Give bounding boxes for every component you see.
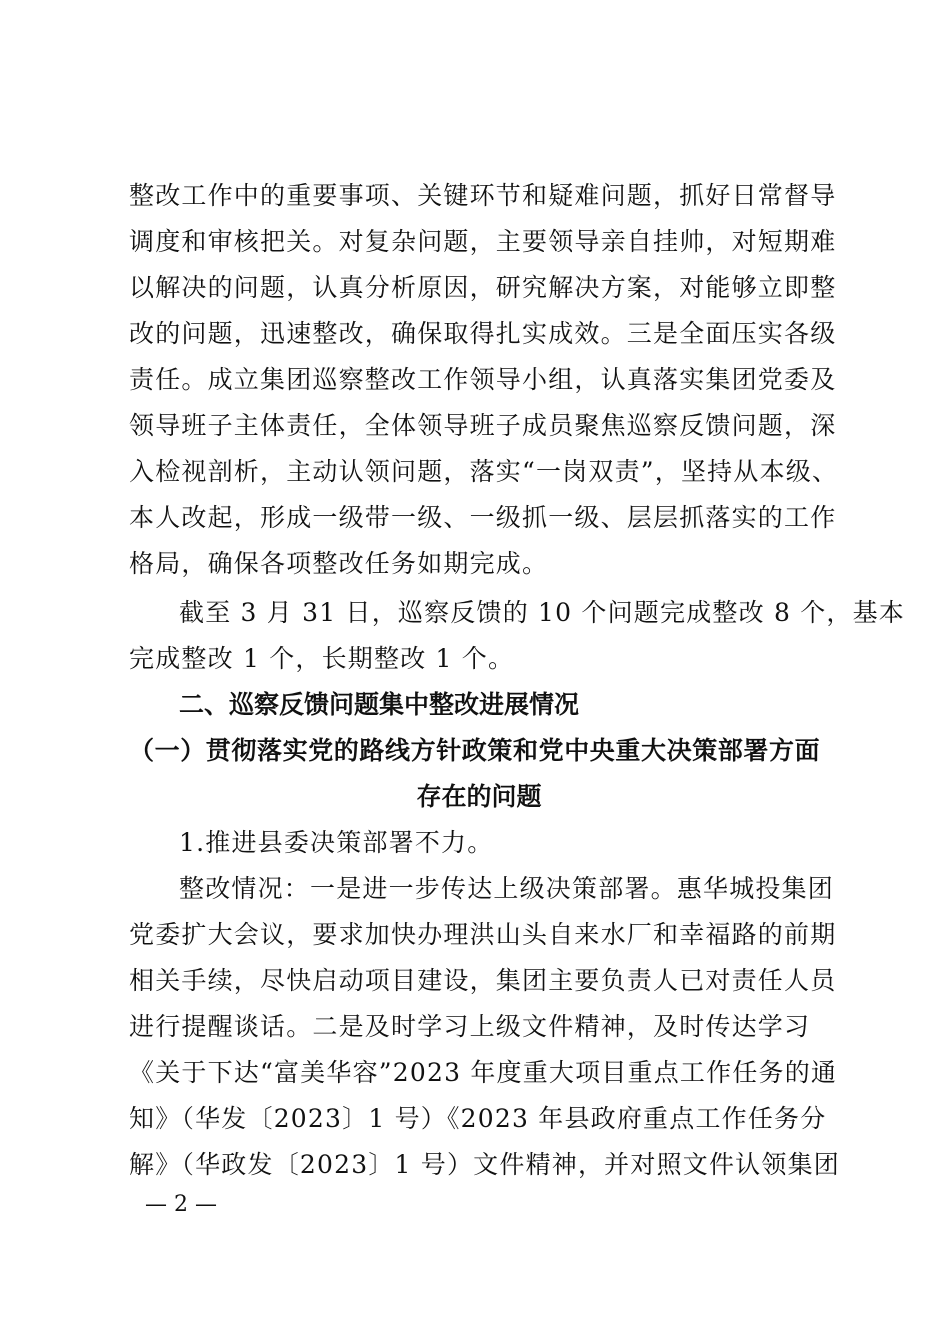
paragraph-line: 完成整改 1 个，长期整改 1 个。 bbox=[129, 644, 515, 673]
paragraph-line: 进行提醒谈话。二是及时学习上级文件精神，及时传达学习 bbox=[129, 1012, 811, 1041]
paragraph-line: 以解决的问题，认真分析原因，研究解决方案，对能够立即整 bbox=[129, 273, 837, 302]
paragraph-line: 解》（华政发〔2023〕1 号）文件精神，并对照文件认领集团 bbox=[129, 1150, 840, 1179]
paragraph-line: 党委扩大会议，要求加快办理洪山头自来水厂和幸福路的前期 bbox=[129, 920, 837, 949]
paragraph-line: 截至 3 月 31 日，巡察反馈的 10 个问题完成整改 8 个，基本 bbox=[179, 598, 906, 627]
paragraph-line: 整改情况：一是进一步传达上级决策部署。惠华城投集团 bbox=[179, 874, 835, 903]
paragraph-line: 责任。成立集团巡察整改工作领导小组，认真落实集团党委及 bbox=[129, 365, 837, 394]
paragraph-line: 领导班子主体责任，全体领导班子成员聚焦巡察反馈问题，深 bbox=[129, 411, 837, 440]
paragraph-line: 本人改起，形成一级带一级、一级抓一级、层层抓落实的工作 bbox=[129, 503, 837, 532]
paragraph-line: 《关于下达“富美华容”2023 年度重大项目重点工作任务的通 bbox=[129, 1058, 838, 1087]
paragraph-line: 改的问题，迅速整改，确保取得扎实成效。三是全面压实各级 bbox=[129, 319, 837, 348]
paragraph-line: 整改工作中的重要事项、关键环节和疑难问题，抓好日常督导 bbox=[129, 181, 837, 210]
subsection-heading-cont: 存在的问题 bbox=[416, 782, 542, 811]
section-heading: 二、巡察反馈问题集中整改进展情况 bbox=[179, 690, 580, 719]
paragraph-line: 知》（华发〔2023〕1 号）《2023 年县政府重点工作任务分 bbox=[129, 1104, 827, 1133]
subsection-heading: （一）贯彻落实党的路线方针政策和党中央重大决策部署方面 bbox=[129, 736, 821, 765]
paragraph-line: 入检视剖析，主动认领问题，落实“一岗双责”，坚持从本级、 bbox=[129, 457, 839, 486]
item-title: 1.推进县委决策部署不力。 bbox=[179, 828, 494, 857]
page-number: — 2 — bbox=[145, 1192, 217, 1217]
paragraph-line: 调度和审核把关。对复杂问题，主要领导亲自挂帅，对短期难 bbox=[129, 227, 837, 256]
paragraph-line: 格局，确保各项整改任务如期完成。 bbox=[129, 549, 549, 578]
paragraph-line: 相关手续，尽快启动项目建设，集团主要负责人已对责任人员 bbox=[129, 966, 837, 995]
